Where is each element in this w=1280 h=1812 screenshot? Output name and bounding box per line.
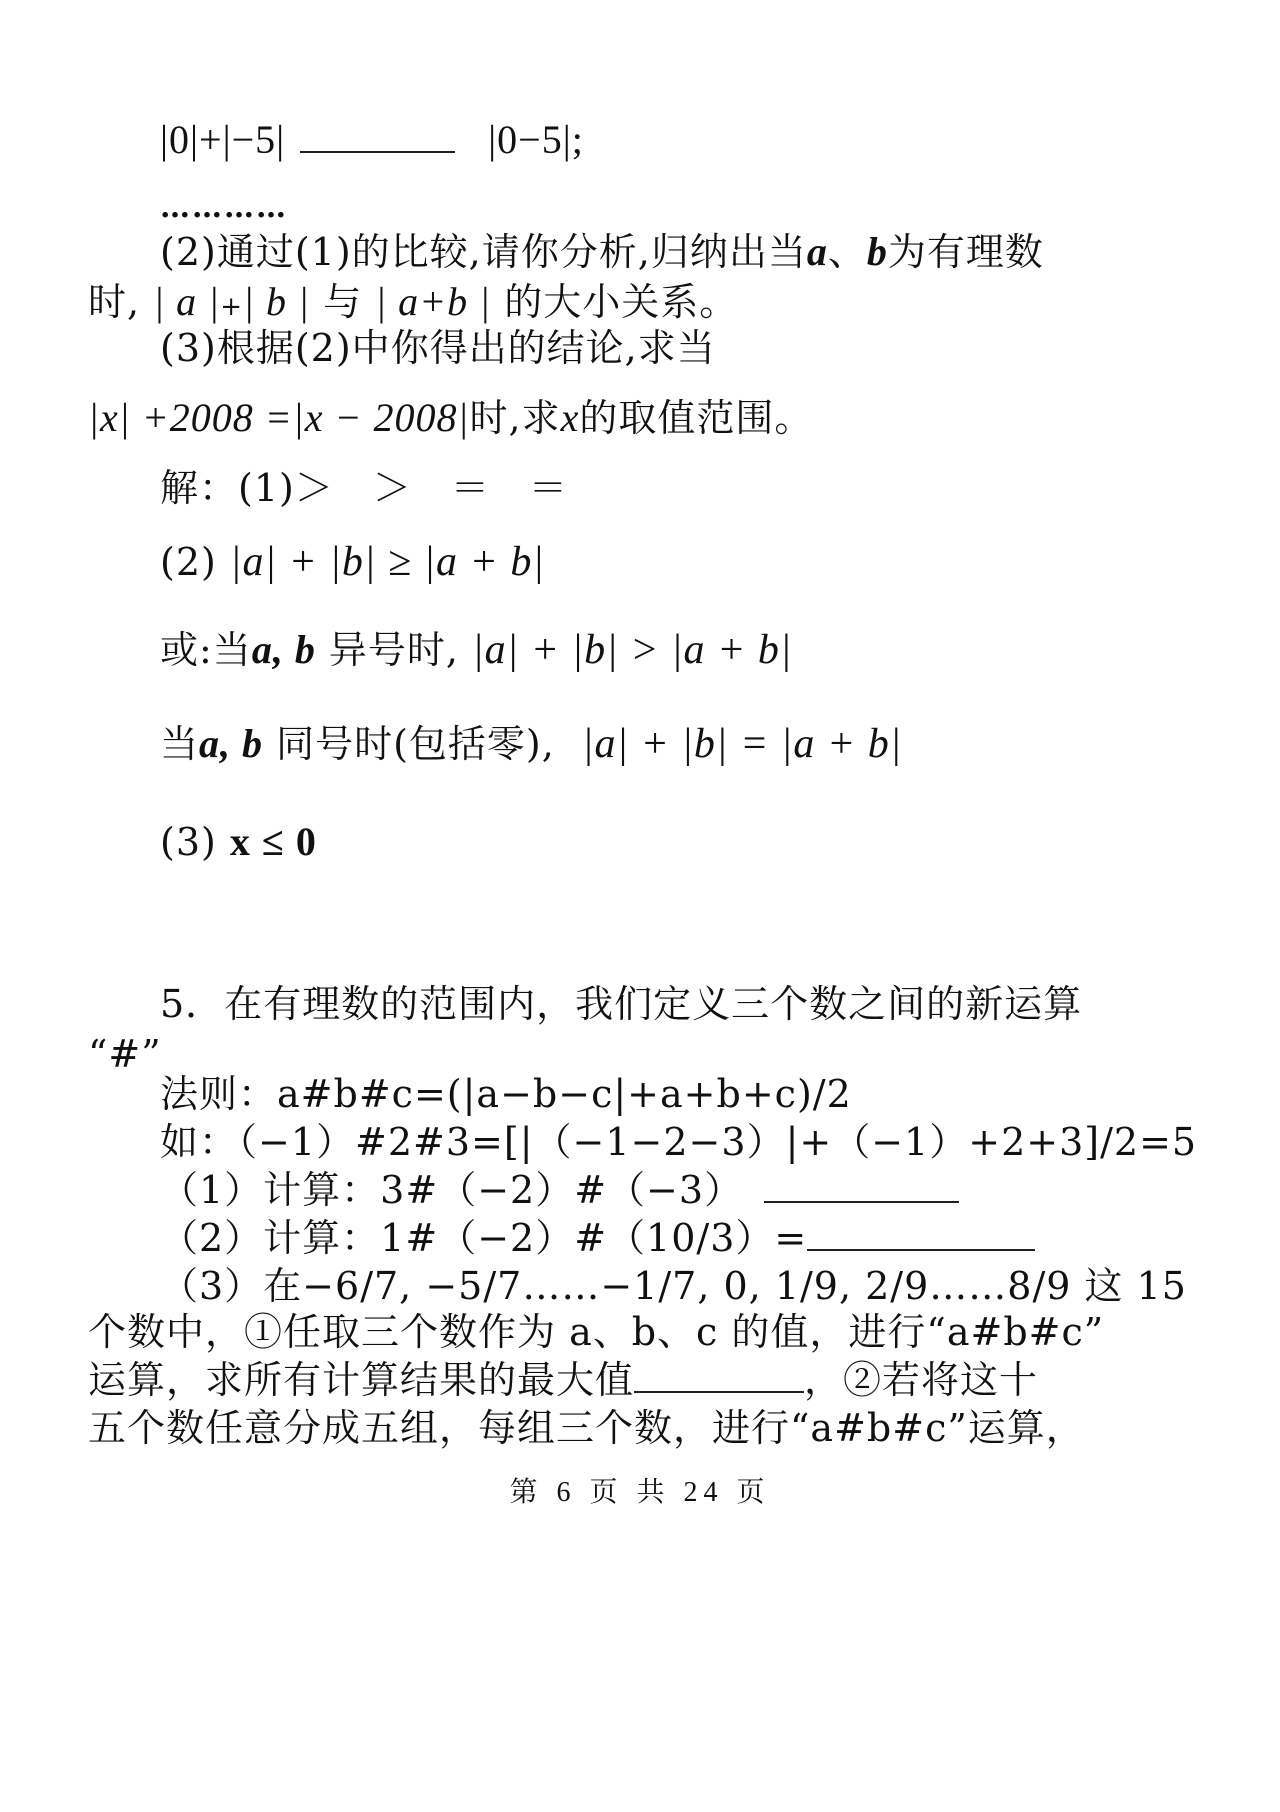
question-2-line-1 [160, 230, 1044, 274]
problem-5-q3-line-4: 五个数任意分成五组，每组三个数，进行“a#b#c”运算， [88, 1406, 1085, 1450]
problem-5-q3-line-2: 个数中，①任取三个数作为 a、b、c 的值，进行“a#b#c” [88, 1310, 1105, 1354]
problem-5-example: 如：（−1）#2#3=[|（−1−2−3）|+（−1）+2+3]/2=5 [160, 1120, 1198, 1164]
inequality: |a| + |b| ≥ |a + b| [229, 539, 545, 585]
problem-5-q3-line-1: （3）在−6/7, −5/7……−1/7, 0, 1/9, 2/9……8/9 这 15 [160, 1264, 1187, 1308]
equation: |x| +2008 =|x − 2008| [88, 395, 470, 440]
label: (2) [160, 540, 217, 584]
question-3-line-1: (3)根据(2)中你得出的结论,求当 [160, 326, 716, 370]
problem-5-q1 [160, 1168, 959, 1212]
problem-5-op: “#” [88, 1032, 162, 1076]
solution-2-alt-2 [160, 722, 902, 766]
question-2-text-end: 为有理数 [887, 230, 1044, 274]
label: (3) [160, 820, 217, 864]
inequality: |a| + |b| > |a + b| [472, 627, 793, 673]
var-b: b [866, 229, 888, 274]
suffix-text: 的大小关系。 [504, 280, 739, 324]
text: 时,求 [469, 396, 561, 440]
with-text: 与 [323, 280, 363, 324]
q3-text-2: ，②若将这十 [804, 1358, 1039, 1402]
comparison-line [160, 118, 584, 162]
problem-5-title: 5．在有理数的范围内，我们定义三个数之间的新运算 [160, 982, 1083, 1026]
text: 或:当 [160, 628, 252, 672]
problem-5-q3-line-3 [88, 1358, 1038, 1402]
abs-b: | b | [242, 279, 310, 324]
answer-blank[interactable] [300, 121, 455, 153]
plus-sign: + [220, 292, 243, 322]
q2-answer-blank[interactable] [807, 1219, 1035, 1251]
q1-text: （1）计算：3#（−2）#（−3） [160, 1168, 744, 1212]
var-x: x [560, 395, 580, 440]
separator: 、 [827, 230, 867, 274]
expr-left: |0|+|−5| [160, 117, 286, 162]
q1-answer-blank[interactable] [764, 1171, 959, 1203]
q2-text: （2）计算：1#（−2）#（10/3）= [160, 1216, 808, 1260]
solution-3 [160, 820, 317, 864]
var-a: a [806, 229, 828, 274]
q3-text: 运算，求所有计算结果的最大值 [88, 1358, 635, 1402]
vars: a, b [251, 627, 316, 672]
prefix-text: 时, [88, 280, 141, 324]
solution-2 [160, 540, 545, 584]
solution-1: 解：(1)＞ ＞ ＝ ＝ [160, 466, 568, 510]
question-2-line-2 [88, 280, 738, 329]
text: 当 [160, 722, 200, 766]
answer: x ≤ 0 [229, 819, 317, 864]
text-end: 的取值范围。 [579, 396, 814, 440]
text2: 异号时, [328, 628, 459, 672]
problem-5-q2 [160, 1216, 1035, 1260]
question-2-text: (2)通过(1)的比较,请你分析,归纳出当 [160, 230, 807, 274]
abs-a-plus-b: | a+b | [375, 279, 492, 324]
solution-2-alt-1 [160, 628, 792, 672]
abs-a: | a | [153, 279, 221, 324]
vars: a, b [199, 721, 264, 766]
problem-5-rule: 法则：a#b#c=(|a−b−c|+a+b+c)/2 [160, 1072, 852, 1116]
ellipsis-line: ………… [160, 190, 288, 225]
q3-max-answer-blank[interactable] [634, 1361, 804, 1393]
text2: 同号时(包括零), [276, 722, 555, 766]
page-number-footer: 第 6 页 共 24 页 [509, 1477, 771, 1508]
equation: |a| + |b| = |a + b| [581, 721, 903, 767]
question-3-line-2 [88, 396, 813, 440]
expr-right: |0−5|; [488, 117, 584, 162]
